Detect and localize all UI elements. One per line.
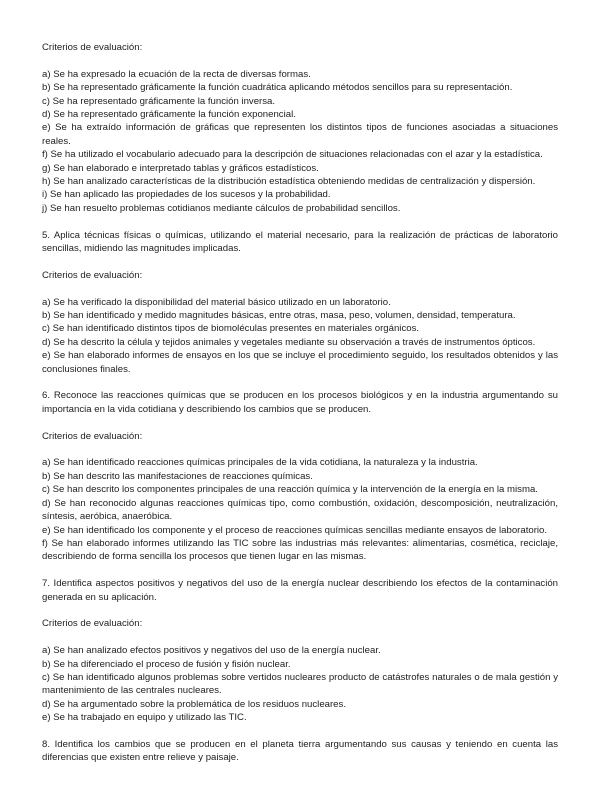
criteria-item: h) Se han analizado características de la distribución estadística obteniendo medidas de centralización y dispersión. (42, 176, 536, 188)
criteria-item: i) Se han aplicado las propiedades de los sucesos y la probabilidad. (42, 189, 331, 201)
criteria-item: b) Se ha representado gráficamente la función cuadrática aplicando métodos sencillos para su representación. (42, 82, 513, 94)
criteria-item: c) Se han identificado distintos tipos de biomoléculas presentes en materiales orgánicos. (42, 323, 420, 335)
criteria-item: a) Se ha verificado la disponibilidad del material básico utilizado en un laboratorio. (42, 296, 391, 308)
learning-outcome-section (42, 389, 558, 563)
learning-outcome: 5. Aplica técnicas físicas o químicas, utilizando el material necesario, para la realización de prácticas de laboratorio sencillas, midiendo las magnitudes implicadas. (42, 229, 558, 255)
criteria-list (42, 456, 558, 563)
criteria-list (42, 68, 558, 215)
criteria-item: a) Se ha expresado la ecuación de la recta de diversas formas. (42, 68, 311, 80)
criteria-item: b) Se han descrito las manifestaciones de reacciones químicas. (42, 470, 313, 482)
learning-outcome: 6. Reconoce las reacciones químicas que se producen en los procesos biológicos y en la industria argumentando su importancia en la vida cotidiana y describiendo los cambios que se producen. (42, 390, 558, 415)
criteria-item: f) Se ha utilizado el vocabulario adecuado para la descripción de situaciones relacionadas con el azar y la estadística. (42, 149, 543, 161)
learning-outcome-section (42, 229, 558, 376)
criteria-heading: Criterios de evaluación: (42, 269, 143, 281)
criteria-item: e) Se ha trabajado en equipo y utilizado las TIC. (42, 712, 247, 724)
criteria-item: d) Se ha representado gráficamente la función exponencial. (42, 109, 296, 121)
criteria-item: g) Se han elaborado e interpretado tablas y gráficos estadísticos. (42, 162, 319, 174)
criteria-item: j) Se han resuelto problemas cotidianos mediante cálculos de probabilidad sencillos. (42, 202, 401, 214)
criteria-item: a) Se han identificado reacciones químicas principales de la vida cotidiana, la naturaleza y la industria. (42, 457, 478, 469)
criteria-heading: Criterios de evaluación: (42, 618, 143, 630)
criteria-heading: Criterios de evaluación: (42, 42, 143, 53)
learning-outcome-section (42, 738, 558, 765)
criteria-item: c) Se han identificado algunos problemas sobre vertidos nucleares producto de catástrofes naturales o de mala gestión y mantenimiento de las centrales nucleares. (42, 671, 558, 697)
criteria-item: e) Se han elaborado informes de ensayos en los que se incluye el procedimiento seguido, los resultados obtenidos y las conclusiones finales. (42, 350, 558, 375)
criteria-item: b) Se han identificado y medido magnitudes básicas, entre otras, masa, peso, volumen, densidad, temperatura. (42, 310, 516, 322)
learning-outcome: 8. Identifica los cambios que se producen en el planeta tierra argumentando sus causas y teniendo en cuenta las diferencias que existen entre relieve y paisaje. (42, 738, 558, 764)
document-page (42, 41, 558, 765)
criteria-heading: Criterios de evaluación: (42, 430, 143, 442)
criteria-item: b) Se ha diferenciado el proceso de fusión y fisión nuclear. (42, 658, 291, 670)
criteria-item: f) Se han elaborado informes utilizando las TIC sobre las industrias más relevantes: alimentarias, cosmética, reciclaje, describiendo de forma sencilla los procesos que tienen lugar en las mismas. (42, 537, 558, 563)
criteria-item: a) Se han analizado efectos positivos y negativos del uso de la energía nuclear. (42, 645, 381, 657)
learning-outcome-section (42, 577, 558, 724)
criteria-list (42, 644, 558, 724)
criteria-item: d) Se han reconocido algunas reacciones químicas tipo, como combustión, oxidación, descomposición, neutralización, síntesis, aeróbica, anaeróbica. (42, 497, 558, 523)
criteria-item: e) Se ha extraído información de gráficas que representen los distintos tipos de funciones asociadas a situaciones reales. (42, 122, 558, 147)
criteria-item: d) Se ha descrito la célula y tejidos animales y vegetales mediante su observación a través de instrumentos ópticos. (42, 336, 536, 348)
criteria-item: c) Se han descrito los componentes principales de una reacción química y la intervención de la energía en la misma. (42, 484, 538, 496)
criteria-item: d) Se ha argumentado sobre la problemática de los residuos nucleares. (42, 698, 346, 710)
learning-outcome: 7. Identifica aspectos positivos y negativos del uso de la energía nuclear describiendo los efectos de la contaminación generada en su aplicación. (42, 578, 558, 603)
criteria-item: e) Se han identificado los componente y el proceso de reacciones químicas sencillas mediante ensayos de laboratorio. (42, 524, 548, 536)
criteria-list (42, 296, 558, 376)
criteria-item: c) Se ha representado gráficamente la función inversa. (42, 95, 276, 107)
